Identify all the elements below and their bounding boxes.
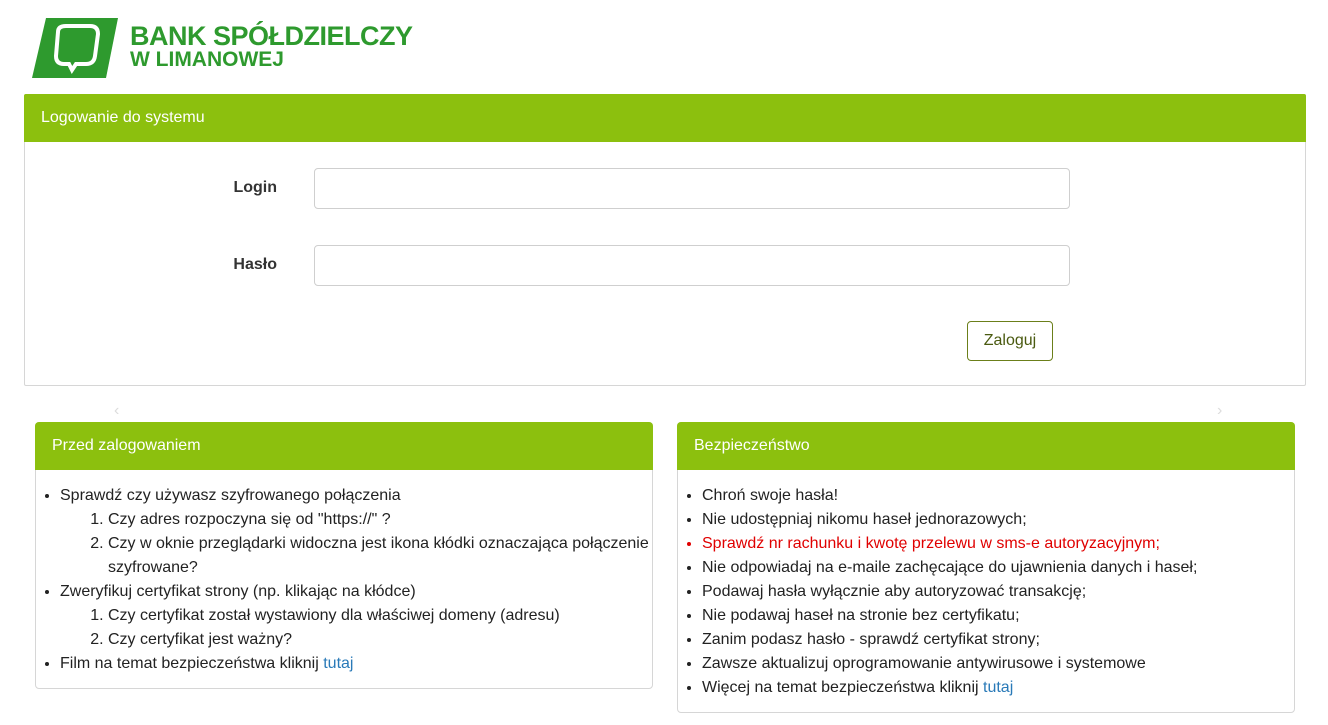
list-item: • Nie udostępniaj nikomu haseł jednorazowych;	[702, 508, 1294, 532]
list-item: • Nie odpowiadaj na e-maile zachęcające do ujawnienia danych i haseł;	[702, 556, 1294, 580]
sub-list-item: 2. Czy w oknie przeglądarki widoczna jest ikona kłódki oznaczająca połączenie szyfrowane?	[108, 532, 652, 580]
login-label: Login	[233, 179, 277, 196]
list-item: • Nie podawaj haseł na stronie bez certyfikatu;	[702, 604, 1294, 628]
password-input[interactable]	[314, 245, 1070, 286]
list-item-text: Więcej na temat bezpieczeństwa kliknij	[702, 679, 984, 696]
chevron-right-icon[interactable]: ›	[1217, 402, 1223, 419]
list-item	[60, 484, 652, 580]
security-list	[678, 484, 1294, 700]
bank-logo[interactable]	[32, 18, 413, 78]
list-item	[60, 652, 652, 676]
bank-name-line2: W LIMANOWEJ	[130, 48, 284, 71]
list-item: • Chroń swoje hasła!	[702, 484, 1294, 508]
login-input[interactable]	[314, 168, 1070, 209]
list-item: • Zawsze aktualizuj oprogramowanie antywirusowe i systemowe	[702, 652, 1294, 676]
login-button[interactable]: Zaloguj	[967, 321, 1053, 361]
password-label: Hasło	[233, 256, 277, 273]
video-link[interactable]: tutaj	[323, 655, 354, 672]
bank-name	[130, 21, 413, 72]
list-item: • Podawaj hasła wyłącznie aby autoryzować transakcję;	[702, 580, 1294, 604]
list-item-text: Zweryfikuj certyfikat strony (np. klikając na kłódce)	[60, 583, 416, 600]
before-login-panel	[35, 422, 653, 689]
security-header: Bezpieczeństwo	[677, 422, 1295, 470]
sub-list-item: 2. Czy certyfikat jest ważny?	[108, 628, 652, 652]
security-more-link[interactable]: tutaj	[983, 679, 1014, 696]
list-item	[60, 580, 652, 652]
login-panel-header: Logowanie do systemu	[24, 94, 1306, 142]
chevron-left-icon[interactable]: ‹	[114, 402, 120, 419]
list-item-text: Sprawdź czy używasz szyfrowanego połączenia	[60, 487, 401, 504]
bank-name-line1: BANK SPÓŁDZIELCZY	[130, 21, 413, 51]
list-item: • Zanim podasz hasło - sprawdź certyfikat strony;	[702, 628, 1294, 652]
before-login-header: Przed zalogowaniem	[35, 422, 653, 470]
login-panel	[24, 94, 1306, 386]
security-panel	[677, 422, 1295, 713]
before-login-list	[36, 484, 652, 676]
bank-logo-mark-icon	[32, 18, 118, 78]
list-item-text: Film na temat bezpieczeństwa kliknij	[60, 655, 324, 672]
list-item-warning: • Sprawdź nr rachunku i kwotę przelewu w sms-e autoryzacyjnym;	[702, 532, 1294, 556]
list-item	[702, 676, 1294, 700]
sub-list-item: 1. Czy adres rozpoczyna się od "https://" ?	[108, 508, 652, 532]
sub-list-item: 1. Czy certyfikat został wystawiony dla właściwej domeny (adresu)	[108, 604, 652, 628]
